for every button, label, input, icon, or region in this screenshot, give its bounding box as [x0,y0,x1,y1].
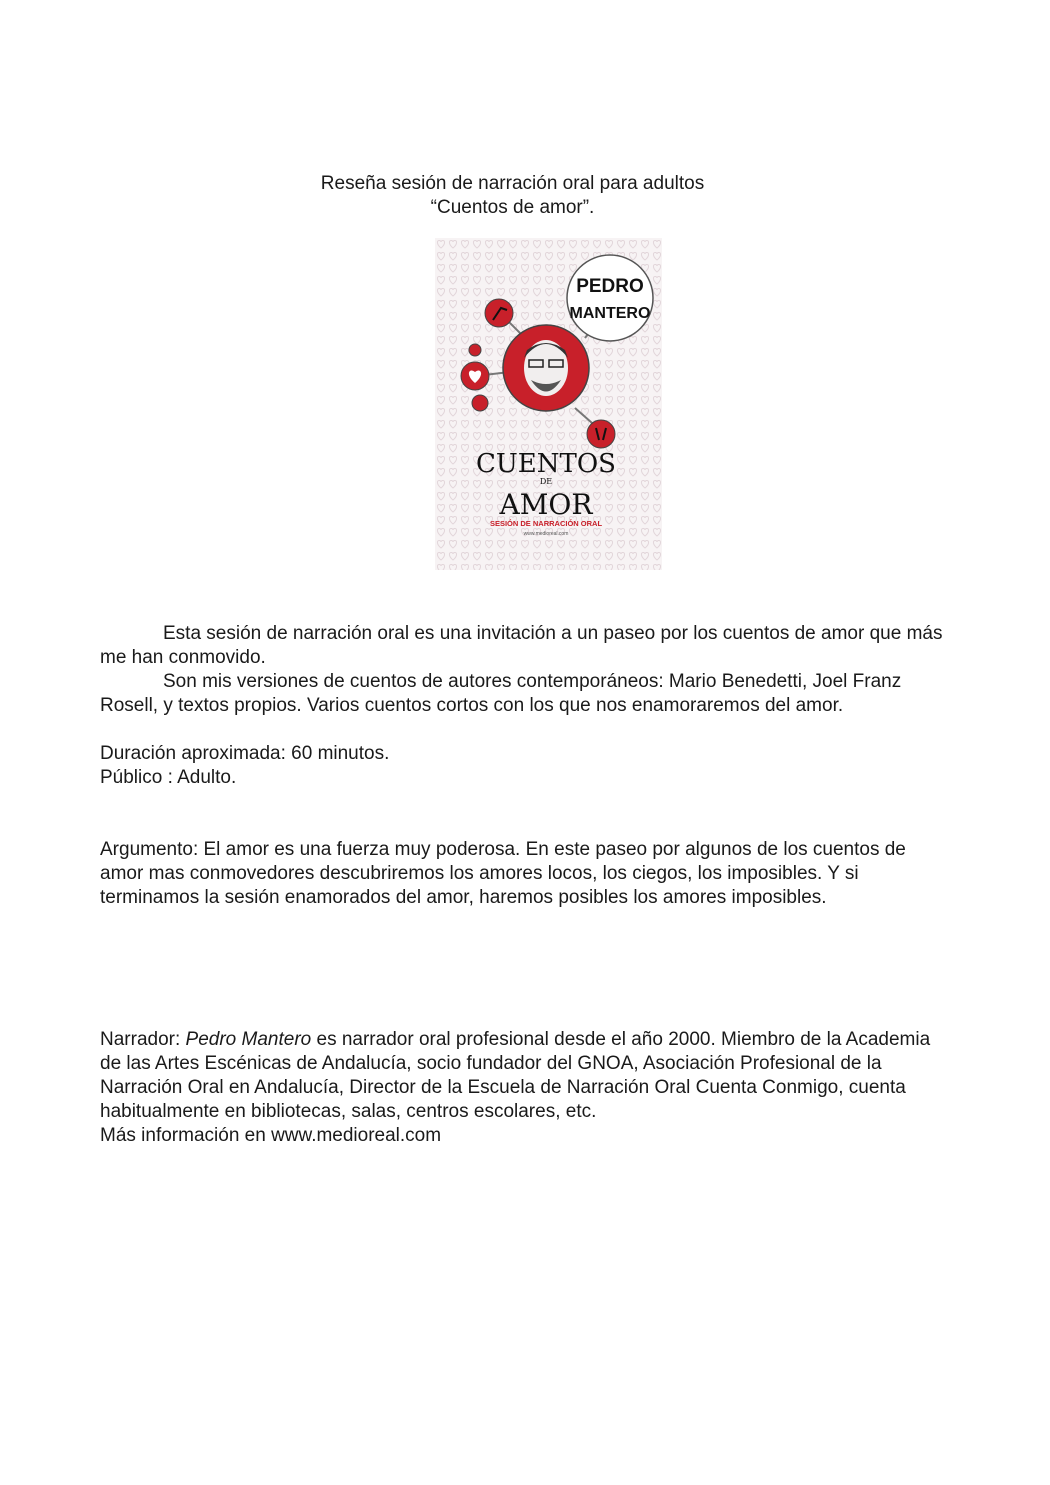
poster-subtitle: SESIÓN DE NARRACIÓN ORAL [489,519,603,528]
poster-name-line-1: PEDRO [576,276,644,297]
narrator-label: Narrador: [100,1029,186,1050]
poster-url: www.medioreal.com [523,531,569,537]
message-icon [469,344,481,356]
toast-glasses-icon [587,420,615,448]
document-title [0,172,1025,220]
intro-paragraph-2: Son mis versiones de cuentos de autores contemporáneos: Mario Benedetti, Joel Franz Rosell, y textos propios. Varios cuentos cortos con los que nos enamoraremos del amor. [100,671,902,716]
more-info-text: Más información en www.medioreal.com [100,1125,442,1146]
poster-title-line-2: AMOR [499,488,593,521]
title-line-1: Reseña sesión de narración oral para adultos [320,173,705,194]
details-section [100,742,950,790]
intro-paragraph-1: Esta sesión de narración oral es una invitación a un paseo por los cuentos de amor que más me han conmovido. [100,623,943,668]
argument-paragraph: Argumento: El amor es una fuerza muy poderosa. En este paseo por algunos de los cuentos de amor mas conmovedores descubriremos los amores locos, los ciegos, los imposibles. Y si terminamos la sesión enamorados del amor, haremos posibles los amores imposibles. [100,839,906,908]
title-line-2: “Cuentos de amor”. [430,197,595,218]
poster-name-line-2: MANTERO [569,305,651,322]
narrator-section [100,1028,950,1148]
portrait-illustration [503,325,589,411]
duration-text: Duración aproximada: 60 minutos. [100,743,390,764]
audience-text: Público : Adulto. [100,767,237,788]
bow-arrow-icon [485,299,513,327]
poster-title-de: DE [539,477,553,486]
name-bubble [567,255,653,341]
poster-image [435,238,662,570]
narrator-text: es narrador oral profesional desde el año 2000. Miembro de la Academia de las Artes Escénicas de Andalucía, socio fundador del GNOA, Asociación Profesional de la Narración Oral en Andalucía, Director de la Escuela de Narración Oral Cuenta Conmigo, cuenta habitualmente en bibliotecas, salas, centros escolares, etc. [100,1029,931,1122]
narrator-paragraph [100,1028,950,1124]
letter-icon [472,395,488,411]
poster-title-line-1: CUENTOS [475,449,617,479]
heart-icon [461,362,489,390]
narrator-name: Pedro Mantero [185,1029,312,1050]
intro-section [100,622,950,718]
